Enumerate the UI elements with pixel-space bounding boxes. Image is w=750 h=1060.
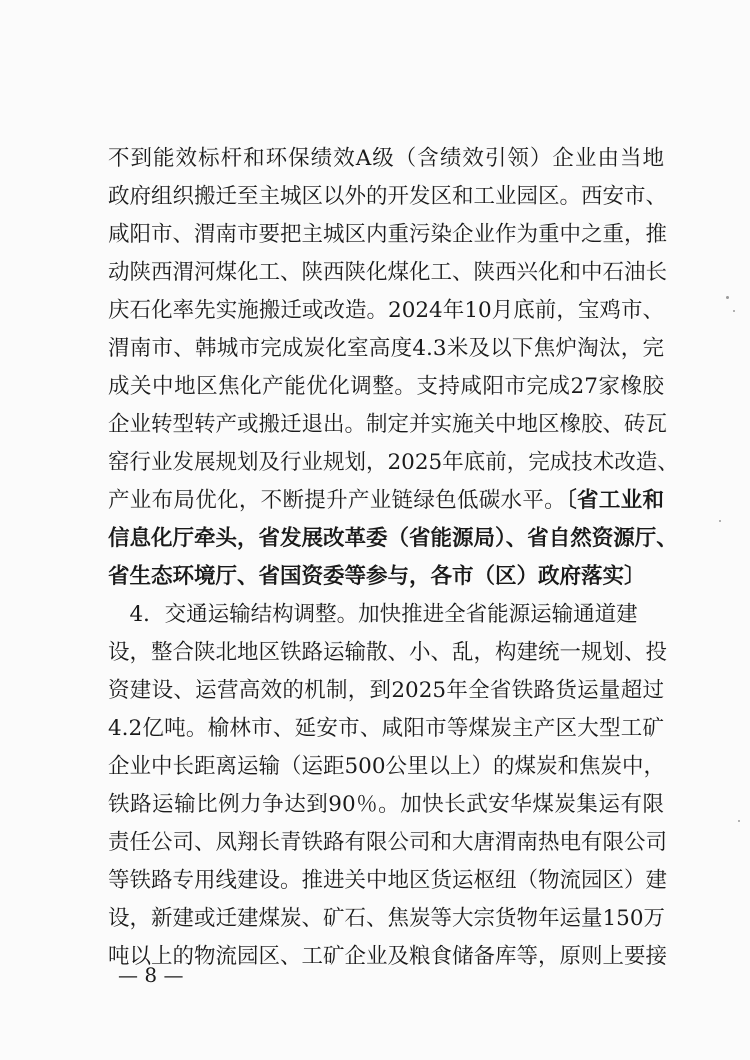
text-line: 企业转型转产或搬迁退出。制定并实施关中地区橡胶、砖瓦 [108,412,668,437]
text-line: 吨以上的物流园区、工矿企业及粮食储备库等，原则上要接 [108,944,668,969]
responsibility-note-line: 信息化厅牵头，省发展改革委（省能源局）、省自然资源厅、 [108,526,678,551]
text-line: 成关中地区焦化产能优化调整。支持咸阳市完成27家橡胶 [108,374,664,399]
text-line: 铁路运输比例力争达到90％。加快长武安华煤炭集运有限 [108,792,664,817]
page-number: — 8 — [118,963,184,987]
text-line: 资建设、运营高效的机制，到2025年全省铁路货运量超过 [108,678,664,703]
text-line: 动陕西渭河煤化工、陕西陕化煤化工、陕西兴化和中石油长 [108,260,668,285]
responsibility-note-line: 省生态环境厅、省国资委等参与，各市（区）政府落实〕 [108,564,646,589]
text-line: 责任公司、凤翔长青铁路有限公司和大唐渭南热电有限公司 [108,830,668,855]
text-line: 设，整合陕北地区铁路运输散、小、乱，构建统一规划、投 [108,640,668,665]
text-line: 窑行业发展规划及行业规划，2025年底前，完成技术改造、 [108,450,679,475]
responsibility-note-start: 〔省工业和 [566,488,664,513]
text-line: 4.2亿吨。榆林市、延安市、咸阳市等煤炭主产区大型工矿 [108,716,664,741]
text-line: 等铁路专用线建设。推进关中地区货运枢纽（物流园区）建 [108,868,668,893]
scan-speck [738,820,740,822]
scan-speck [726,296,729,299]
text-line: 政府组织搬迁至主城区以外的开发区和工业园区。西安市、 [108,184,668,209]
scan-speck [733,310,735,312]
section-heading-line: 4．交通运输结构调整。加快推进全省能源运输通道建 [108,602,638,627]
scan-speck [719,520,721,522]
text-line-mixed [108,486,664,516]
text-line: 庆石化率先实施搬迁或改造。2024年10月底前，宝鸡市、 [108,298,664,323]
text-line: 不到能效标杆和环保绩效A级（含绩效引领）企业由当地 [108,146,664,171]
text-line: 咸阳市、渭南市要把主城区内重污染企业作为重中之重，推 [108,222,668,247]
text-segment: 产业布局优化，不断提升产业链绿色低碳水平。 [108,488,566,513]
text-line: 渭南市、韩城市完成炭化室高度4.3米及以下焦炉淘汰，完 [108,336,664,361]
text-line: 企业中长距离运输（运距500公里以上）的煤炭和焦炭中， [108,754,666,779]
text-line: 设，新建或迁建煤炭、矿石、焦炭等大宗货物年运量150万 [108,906,666,931]
